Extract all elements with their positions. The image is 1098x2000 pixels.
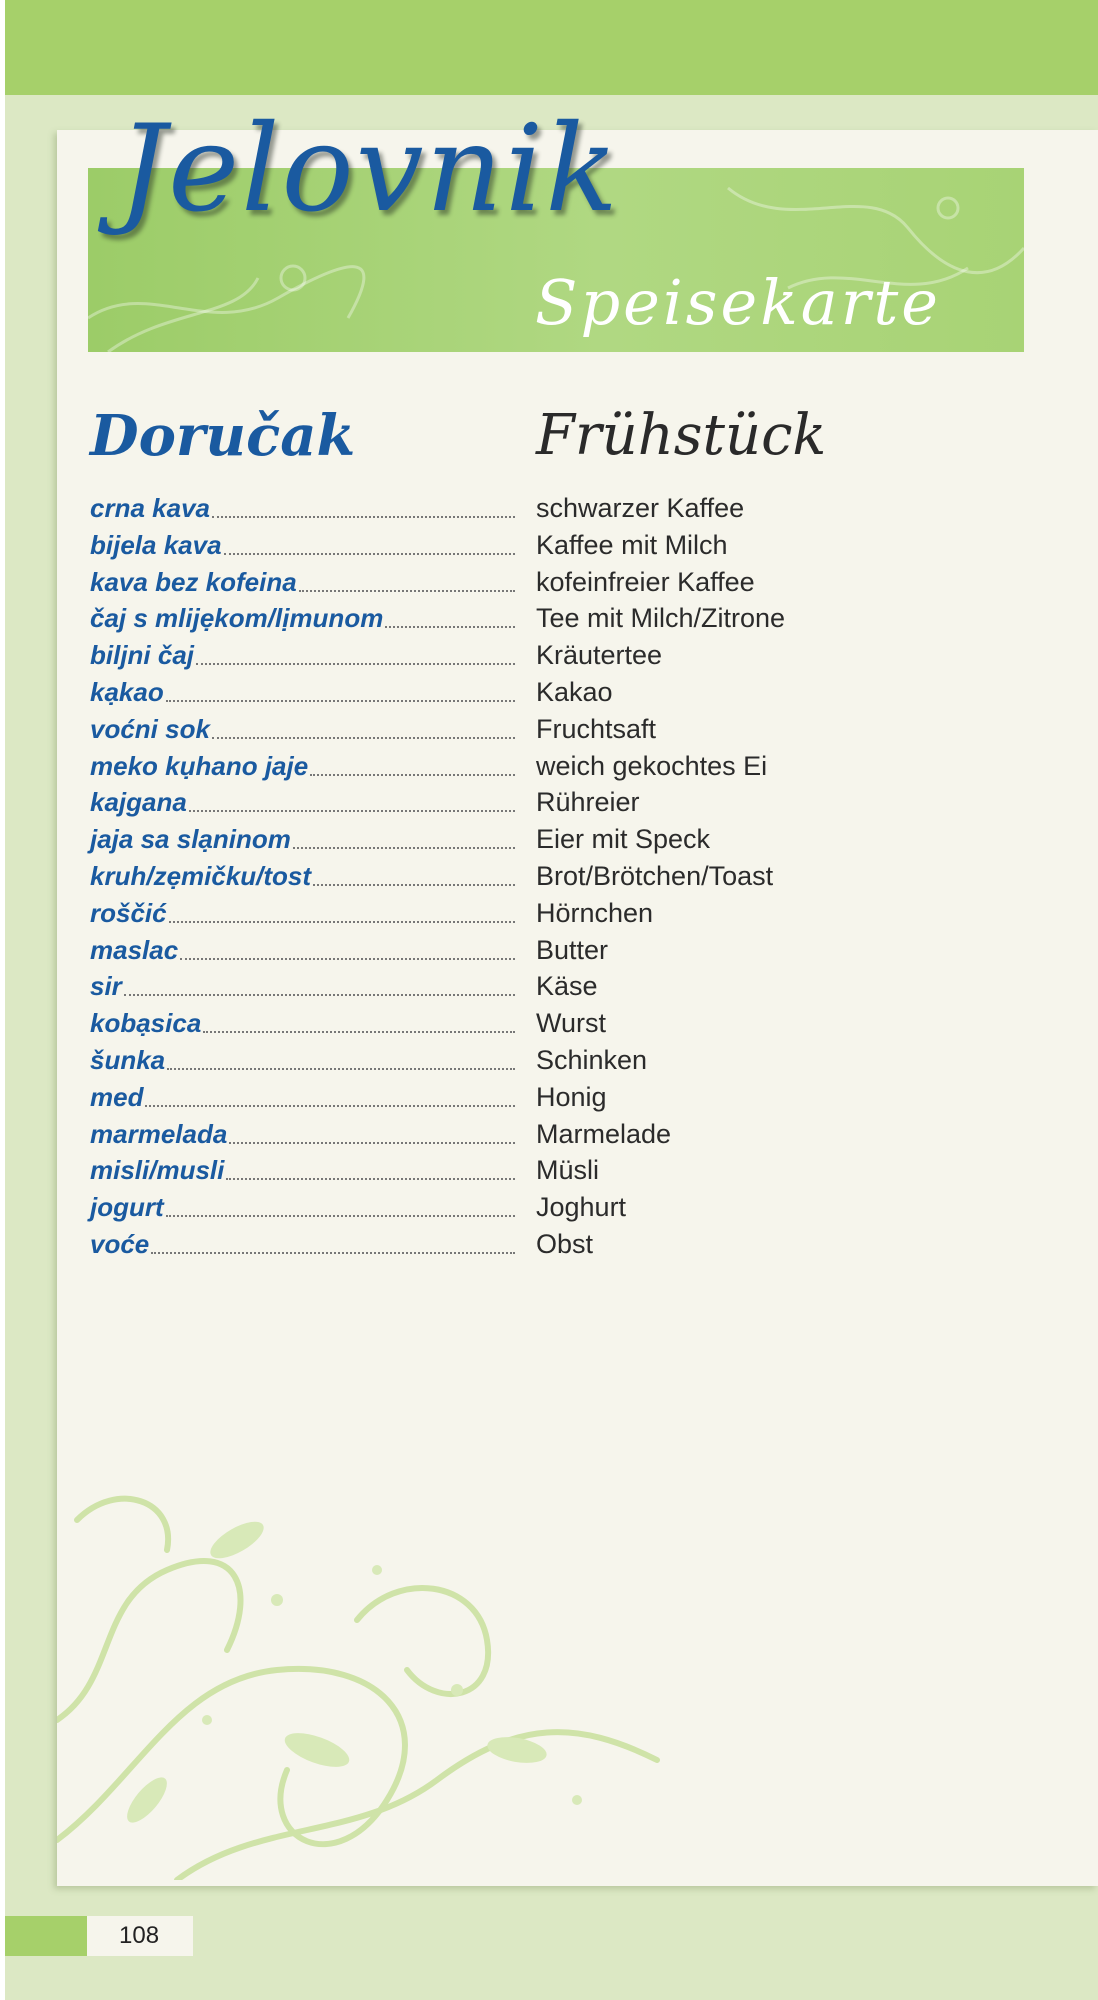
item-croatian: jogurt — [90, 1192, 164, 1223]
item-croatian: čaj s mlijẹkom/lịmunom — [90, 603, 384, 634]
top-green-bar — [5, 0, 1098, 95]
menu-subtitle: Speisekarte — [535, 266, 941, 339]
item-german: kofeinfreier Kaffee — [536, 566, 755, 597]
page-number: 108 — [119, 1922, 160, 1949]
section-heading-german: Frühstück — [536, 403, 827, 468]
item-croatian: šunka — [90, 1044, 166, 1075]
list-item — [90, 932, 890, 969]
item-german: Brot/Brötchen/Toast — [536, 860, 774, 891]
item-croatian: meko kụhano jaje — [90, 750, 309, 781]
list-item — [90, 527, 890, 564]
dotted-leader — [196, 663, 515, 665]
list-item — [90, 1079, 890, 1116]
list-item — [90, 564, 890, 601]
dotted-leader — [203, 1031, 515, 1033]
item-german: Joghurt — [536, 1192, 627, 1223]
item-german: schwarzer Kaffee — [536, 493, 745, 523]
item-german: Müsli — [536, 1155, 600, 1186]
item-croatian: kobạsica — [90, 1008, 202, 1039]
section-heading-croatian: Doručak — [90, 403, 356, 469]
item-german: Käse — [536, 971, 598, 1002]
dotted-leader — [313, 884, 515, 886]
breakfast-menu-list — [90, 490, 890, 1263]
dotted-leader — [180, 958, 515, 960]
item-german: Hörnchen — [536, 897, 654, 928]
list-item — [90, 748, 890, 785]
dotted-leader — [226, 1178, 515, 1180]
list-item — [90, 1189, 890, 1226]
dotted-leader — [166, 700, 515, 702]
item-german: Kräutertee — [536, 640, 663, 671]
item-croatian: voće — [90, 1228, 150, 1259]
list-item — [90, 600, 890, 637]
item-croatian: crna kava — [90, 493, 210, 523]
dotted-leader — [124, 994, 515, 996]
item-german: Fruchtsaft — [536, 713, 657, 744]
item-german: Tee mit Milch/Zitrone — [536, 603, 786, 634]
item-croatian: bijela kava — [90, 529, 222, 560]
dotted-leader — [169, 921, 515, 923]
item-german: weich gekochtes Ei — [536, 750, 768, 781]
dotted-leader — [293, 847, 515, 849]
list-item — [90, 895, 890, 932]
item-german: Kakao — [536, 676, 613, 707]
item-german: Honig — [536, 1081, 607, 1112]
item-croatian: jaja sa slạninom — [90, 824, 291, 855]
list-item — [90, 784, 890, 821]
dotted-leader — [167, 1068, 515, 1070]
item-croatian: misli/musli — [90, 1155, 225, 1186]
list-item — [90, 1226, 890, 1263]
list-item — [90, 1005, 890, 1042]
dotted-leader — [151, 1252, 515, 1254]
dotted-leader — [212, 737, 515, 739]
dotted-leader — [224, 553, 515, 555]
item-croatian: maslac — [90, 934, 179, 965]
dotted-leader — [310, 774, 515, 776]
item-croatian: sir — [90, 971, 122, 1002]
left-edge-strip — [0, 0, 5, 2000]
item-german: Rühreier — [536, 787, 640, 818]
item-german: Butter — [536, 934, 609, 965]
list-item — [90, 858, 890, 895]
item-german: Wurst — [536, 1008, 607, 1039]
list-item — [90, 968, 890, 1005]
item-german: Kaffee mit Milch — [536, 529, 728, 560]
list-item — [90, 1152, 890, 1189]
item-german: Schinken — [536, 1044, 648, 1075]
list-item — [90, 490, 890, 527]
list-item — [90, 1042, 890, 1079]
item-croatian: kajgana — [90, 787, 187, 818]
dotted-leader — [189, 810, 515, 812]
item-croatian: med — [90, 1081, 144, 1112]
footer-green-bar — [5, 1916, 87, 1956]
item-croatian: roščić — [90, 897, 167, 928]
item-croatian: biljni čaj — [90, 640, 195, 671]
list-item — [90, 1116, 890, 1153]
menu-title: Jelovnik — [118, 100, 620, 239]
dotted-leader — [385, 626, 515, 628]
dotted-leader — [145, 1105, 515, 1107]
item-croatian: kạkao — [90, 676, 164, 707]
item-german: Eier mit Speck — [536, 824, 711, 855]
item-croatian: voćni sok — [90, 713, 210, 744]
floral-swirl-decoration — [57, 1420, 697, 1880]
dotted-leader — [229, 1142, 515, 1144]
dotted-leader — [299, 590, 515, 592]
list-item — [90, 674, 890, 711]
item-croatian: marmelada — [90, 1118, 228, 1149]
dotted-leader — [166, 1215, 515, 1217]
item-german: Obst — [536, 1228, 594, 1259]
list-item — [90, 637, 890, 674]
list-item — [90, 711, 890, 748]
list-item — [90, 821, 890, 858]
dotted-leader — [212, 516, 515, 518]
item-croatian: kruh/zẹmičku/tost — [90, 860, 312, 891]
item-croatian: kava bez kofeina — [90, 566, 297, 597]
item-german: Marmelade — [536, 1118, 672, 1149]
